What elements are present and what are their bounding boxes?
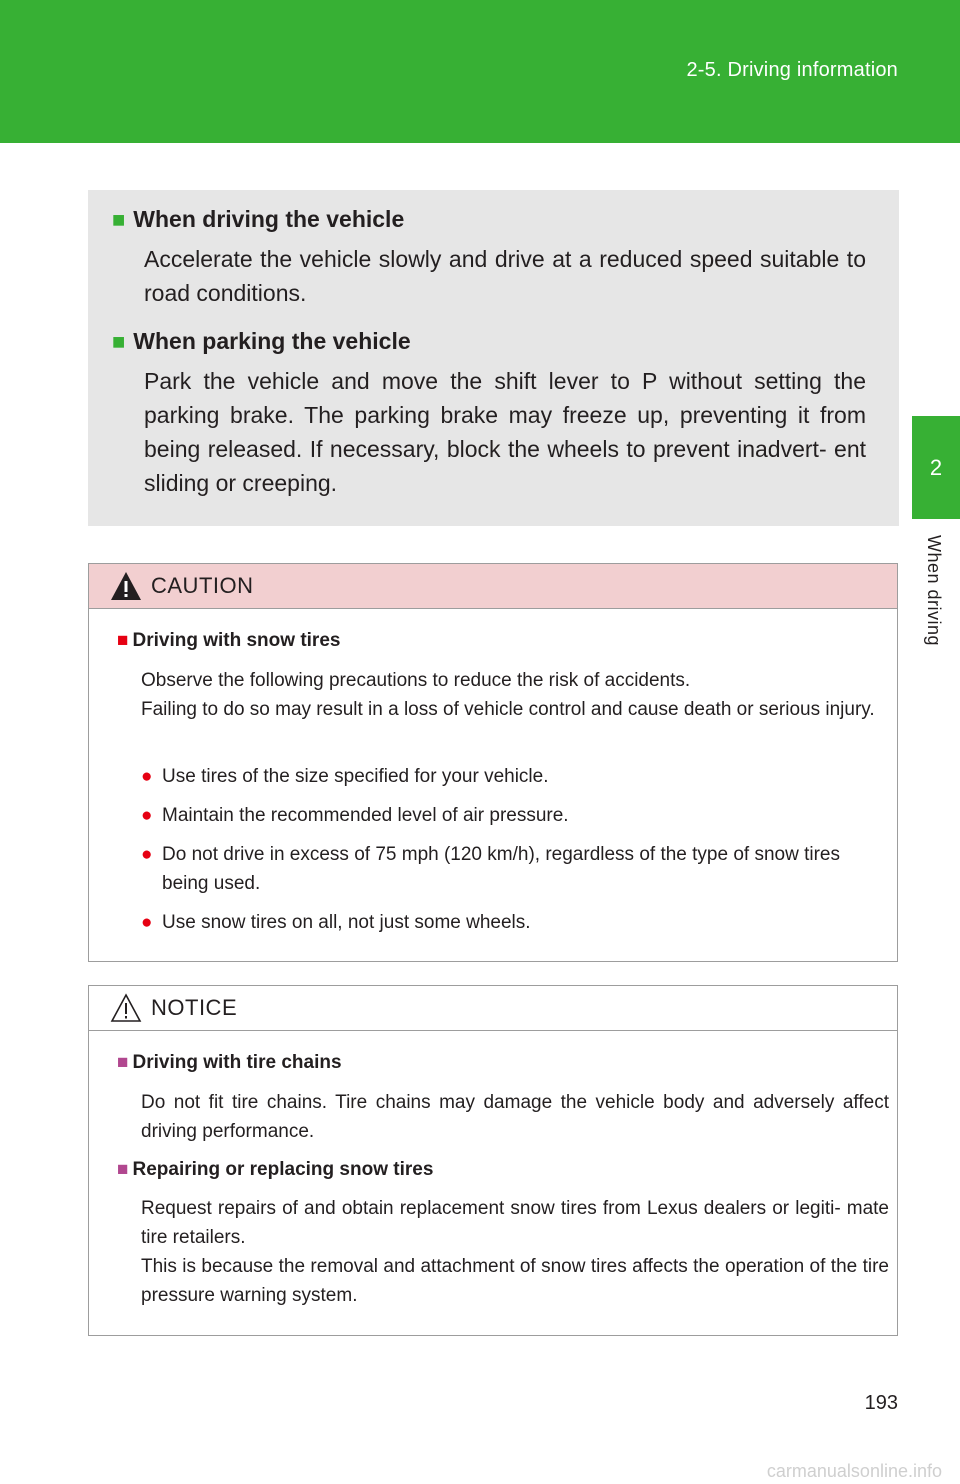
notice-subheading: ■ Repairing or replacing snow tires <box>117 1159 434 1180</box>
caution-header <box>89 564 897 609</box>
section-title: 2-5. Driving information <box>686 59 898 81</box>
notice-body-2: This is because the removal and attachment of snow tires affects the operation of the tire pressure warning system. <box>141 1256 889 1306</box>
caution-bullet: ● Maintain the recommended level of air pressure. <box>141 801 889 830</box>
chapter-tab <box>912 416 960 519</box>
page-number: 193 <box>864 1392 898 1414</box>
warning-triangle-icon <box>109 570 143 602</box>
info-box <box>88 190 899 526</box>
bullet-dot-icon: ● <box>141 805 153 826</box>
bullet-dot-icon: ● <box>141 912 153 933</box>
notice-body: Do not fit tire chains. Tire chains may damage the vehicle body and adversely affect driving performance. <box>141 1092 889 1142</box>
square-bullet-icon: ■ <box>112 329 126 354</box>
notice-header <box>89 986 897 1031</box>
caution-title: CAUTION <box>151 573 254 598</box>
caution-bullet: ● Use snow tires on all, not just some wheels. <box>141 908 889 937</box>
caution-subheading: ■ Driving with snow tires <box>117 630 341 651</box>
square-bullet-icon: ■ <box>117 1159 129 1180</box>
caution-intro-2: Failing to do so may result in a loss of vehicle control and cause death or serious injury. <box>141 699 875 720</box>
watermark: carmanualsonline.info <box>766 1461 942 1481</box>
notice-box <box>88 985 898 1336</box>
warning-triangle-outline-icon <box>109 992 143 1024</box>
caution-box <box>88 563 898 962</box>
chapter-label: When driving <box>924 535 944 647</box>
notice-subheading: ■ Driving with tire chains <box>117 1052 342 1073</box>
square-bullet-icon: ■ <box>117 1052 129 1073</box>
info-heading-driving: ■ When driving the vehicle <box>112 206 405 232</box>
info-body-driving: Accelerate the vehicle slowly and drive at a reduced speed suitable to road conditions. <box>144 246 866 306</box>
chapter-number: 2 <box>929 454 943 480</box>
caution-bullet: ● Do not drive in excess of 75 mph (120 km/h), regardless of the type of snow tires being used. <box>141 840 889 898</box>
notice-title: NOTICE <box>151 995 238 1020</box>
square-bullet-icon: ■ <box>112 207 126 232</box>
info-body-parking: Park the vehicle and move the shift lever to P without setting the parking brake. The parking brake may freeze up, preventing it from being released. If necessary, block the wheels to prevent inadvert- ent sliding or creeping. <box>144 368 866 496</box>
caution-intro: Observe the following precautions to reduce the risk of accidents. <box>141 670 691 691</box>
caution-bullet: ● Use tires of the size specified for your vehicle. <box>141 762 889 791</box>
bullet-dot-icon: ● <box>141 766 153 787</box>
info-heading-parking: ■ When parking the vehicle <box>112 328 411 354</box>
square-bullet-icon: ■ <box>117 630 129 651</box>
bullet-dot-icon: ● <box>141 844 153 865</box>
page-header <box>0 0 960 143</box>
notice-body: Request repairs of and obtain replacement snow tires from Lexus dealers or legiti- mate tire retailers. <box>141 1198 889 1248</box>
